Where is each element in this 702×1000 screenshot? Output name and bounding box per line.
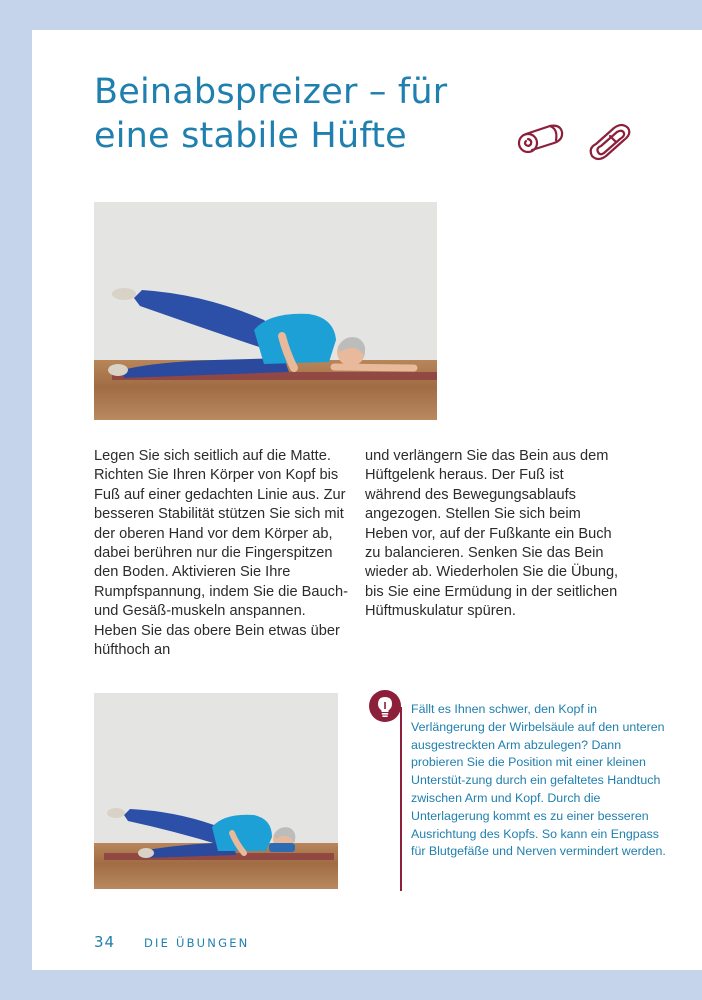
lightbulb-icon: [369, 690, 401, 722]
title-line-1: Beinabspreizer – für: [94, 72, 448, 112]
section-label: DIE ÜBUNGEN: [144, 936, 250, 950]
exercise-title: [94, 70, 514, 158]
instruction-text-column-1: Legen Sie sich seitlich auf die Matte. Richten Sie Ihren Körper von Kopf bis Fuß auf einer gedachten Linie aus. Zur besseren Stabilität stützen Sie sich mit der oberen Hand vor dem Körper ab, dabei berühren nur die Fingerspitzen den Boden. Aktivieren Sie Ihre Rumpfspannung, indem Sie die Bauch- und Gesäß-muskeln anspannen. Heben Sie das obere Bein etwas über hüfthoch an: [94, 448, 348, 659]
person-illustration: [94, 693, 338, 889]
rolled-towel-icon: [516, 120, 566, 160]
tip-text: Fällt es Ihnen schwer, den Kopf in Verlängerung der Wirbelsäule auf den unteren ausgestreckten Arm abzulegen? Dann probieren Sie die Position mit einer kleinen Unterstüt-zung durch ein gefaltetes Handtuch zwischen Arm und Kopf. Durch die Unterlagerung kommt es zu einer besseren Ausrichtung des Kopfs. So kann ein Engpass für Blutgefäße und Nerven vermindert werden.: [411, 702, 666, 859]
instruction-text-column-2: und verlängern Sie das Bein aus dem Hüftgelenk heraus. Der Fuß ist während des Bewegungsablaufs angezogen. Stellen Sie sich beim Heben vor, auf der Fußkante ein Buch zu balancieren. Senken Sie das Bein wieder ab. Wiederholen Sie die Übung, bis Sie eine Ermüdung in der seitlichen Hüftmuskulatur spüren.: [365, 448, 619, 620]
person-illustration: [94, 202, 437, 420]
page-number: 34: [94, 933, 116, 951]
tip-accent-line: [400, 707, 402, 891]
exercise-band-icon: [584, 120, 634, 166]
exercise-photo-leg-raised: [94, 202, 437, 420]
title-line-2: eine stabile Hüfte: [94, 116, 407, 156]
book-page: [32, 30, 702, 970]
exercise-photo-variation: [94, 693, 338, 889]
